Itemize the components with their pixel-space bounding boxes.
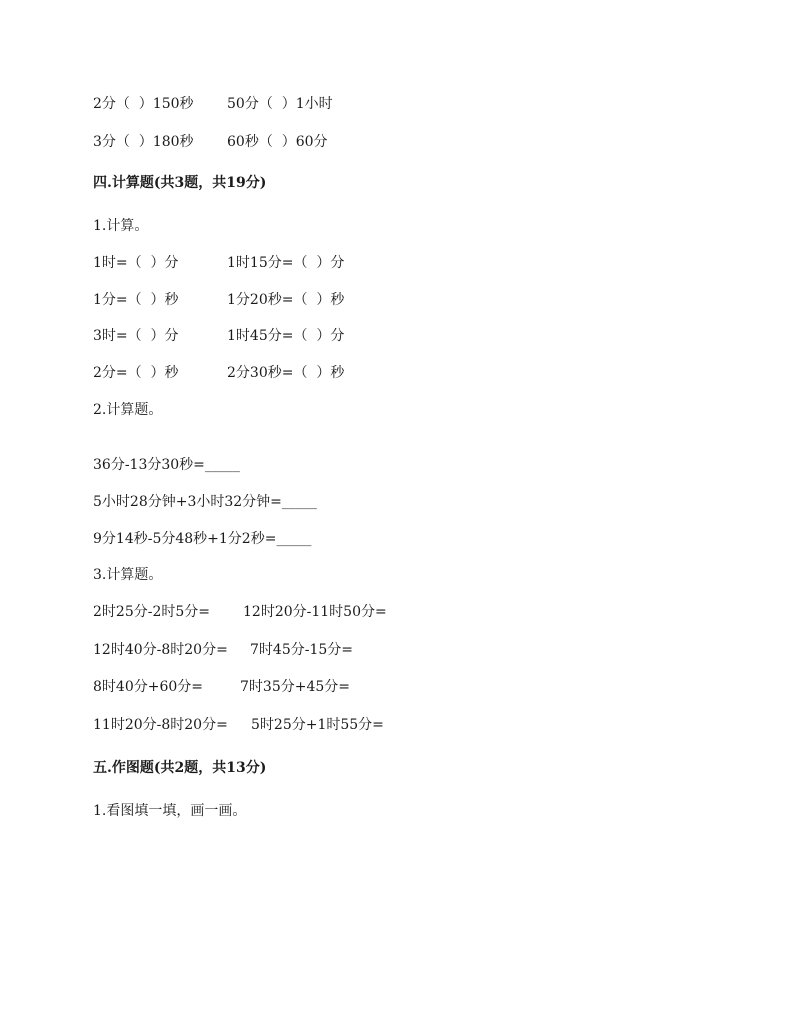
section-5-heading: 五.作图题(共2题，共13分) [93,760,267,776]
q1-row-1-left: 1时=（ ）分 [93,255,179,271]
compare-row-2-right: 60秒（ ）60分 [227,134,328,150]
q3-row-2-left: 12时40分-8时20分= [93,642,228,658]
q3-row-3-left: 8时40分+60分= [93,679,203,695]
q1-row-2-left: 1分=（ ）秒 [93,292,179,308]
q3-row-2-right: 7时45分-15分= [250,642,353,658]
q3-row-1-left: 2时25分-2时5分= [93,604,210,620]
s5-q1-title: 1.看图填一填，画一画。 [93,803,247,819]
compare-row-1-right: 50分（ ）1小时 [227,96,333,112]
q1-row-2-right: 1分20秒=（ ）秒 [227,292,345,308]
q3-row-3-right: 7时35分+45分= [240,679,350,695]
q2-item-1: 36分-13分30秒=_____ [93,457,240,473]
compare-row-2-left: 3分（ ）180秒 [93,134,194,150]
q1-row-1-right: 1时15分=（ ）分 [227,255,345,271]
q2-title: 2.计算题。 [93,402,163,418]
q1-title: 1.计算。 [93,218,149,234]
q3-title: 3.计算题。 [93,567,163,583]
q2-item-2: 5小时28分钟+3小时32分钟=_____ [93,494,317,510]
q1-row-3-right: 1时45分=（ ）分 [227,328,345,344]
q1-row-4-left: 2分=（ ）秒 [93,365,179,381]
q1-row-3-left: 3时=（ ）分 [93,328,179,344]
q1-row-4-right: 2分30秒=（ ）秒 [227,365,345,381]
q3-row-4-left: 11时20分-8时20分= [93,717,228,733]
compare-row-1-left: 2分（ ）150秒 [93,96,194,112]
q2-item-3: 9分14秒-5分48秒+1分2秒=_____ [93,531,312,547]
q3-row-4-right: 5时25分+1时55分= [251,717,384,733]
q3-row-1-right: 12时20分-11时50分= [243,604,387,620]
section-4-heading: 四.计算题(共3题，共19分) [93,175,267,191]
